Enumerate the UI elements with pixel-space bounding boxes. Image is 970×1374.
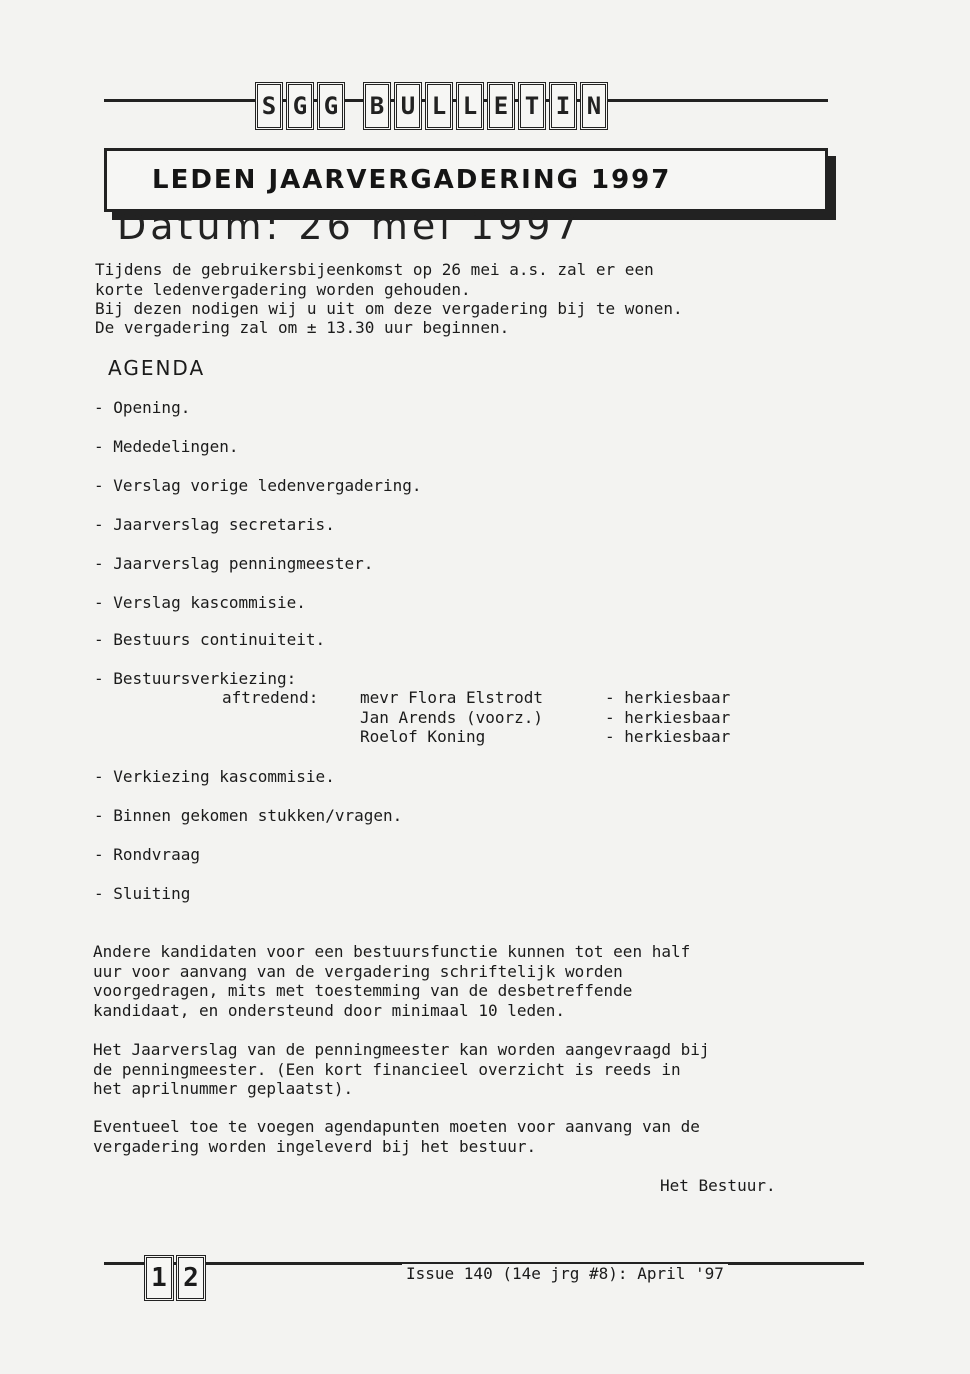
agenda-item: - Sluiting — [94, 884, 191, 903]
candidate-status: - herkiesbaar — [605, 708, 731, 727]
agenda-item: - Verkiezing kascommisie. — [94, 767, 335, 786]
page-number — [144, 1255, 206, 1301]
agenda-item: - Binnen gekomen stukken/vragen. — [94, 806, 403, 825]
intro-line: Bij dezen nodigen wij u uit om deze vergadering bij te wonen. — [95, 299, 683, 318]
issue-info: Issue 140 (14e jrg #8): April '97 — [402, 1264, 728, 1283]
article-title-box — [104, 148, 828, 212]
sgg-bulletin-logo — [255, 82, 608, 130]
agenda-item: - Rondvraag — [94, 845, 200, 864]
agenda-item: - Bestuursverkiezing: — [94, 669, 297, 688]
agenda-item: - Mededelingen. — [94, 437, 239, 456]
paragraph-line: kandidaat, en ondersteund door minimaal 10 leden. — [93, 1000, 566, 1020]
paragraph-line: Andere kandidaten voor een bestuursfunctie kunnen tot een half — [93, 942, 691, 961]
logo-letter: L — [456, 82, 484, 130]
paragraph-agendapunten — [93, 1117, 835, 1156]
candidate-name: Jan Arends (voorz.) — [360, 708, 544, 727]
logo-letter: I — [549, 82, 577, 130]
logo-letter: N — [580, 82, 608, 130]
agenda-heading: AGENDA — [108, 356, 206, 380]
signature: Het Bestuur. — [660, 1176, 776, 1195]
paragraph-line: Het Jaarverslag van de penningmeester kan worden aangevraagd bij — [93, 1040, 710, 1059]
agenda-item: - Jaarverslag secretaris. — [94, 515, 335, 534]
aftredend-label: aftredend: — [222, 688, 319, 707]
agenda-item: - Bestuurs continuiteit. — [94, 630, 326, 649]
paragraph-line: voorgedragen, mits met toestemming van de desbetreffende — [93, 981, 633, 1000]
agenda-item: - Opening. — [94, 398, 191, 417]
logo-letter: T — [518, 82, 546, 130]
agenda-item: - Jaarverslag penningmeester. — [94, 554, 374, 573]
paragraph-jaarverslag — [93, 1040, 835, 1099]
logo-letter: S — [255, 82, 283, 130]
intro-line: Tijdens de gebruikersbijeenkomst op 26 mei a.s. zal er een — [95, 260, 654, 279]
logo-letter: L — [425, 82, 453, 130]
candidate-status: - herkiesbaar — [605, 727, 731, 746]
candidate-name: Roelof Koning — [360, 727, 486, 746]
paragraph-line: het aprilnummer geplaatst). — [93, 1079, 354, 1098]
paragraph-line: vergadering worden ingeleverd bij het bestuur. — [93, 1136, 537, 1156]
meeting-date: Datum: 26 mei 1997 — [117, 205, 583, 247]
agenda-item: - Verslag vorige ledenvergadering. — [94, 476, 422, 495]
page-digit: 1 — [144, 1255, 174, 1301]
logo-letter: G — [286, 82, 314, 130]
intro-line: De vergadering zal om ± 13.30 uur beginnen. — [95, 318, 510, 337]
agenda-item: - Verslag kascommisie. — [94, 593, 306, 612]
logo-letter: E — [487, 82, 515, 130]
logo-letter: B — [363, 82, 391, 130]
paragraph-candidates — [93, 942, 835, 1020]
intro-line: korte ledenvergadering worden gehouden. — [95, 280, 471, 299]
page-digit: 2 — [176, 1255, 206, 1301]
logo-letter: G — [317, 82, 345, 130]
paragraph-line: de penningmeester. (Een kort financieel overzicht is reeds in — [93, 1059, 681, 1079]
paragraph-line: uur voor aanvang van de vergadering schriftelijk worden — [93, 961, 623, 981]
candidate-name: mevr Flora Elstrodt — [360, 688, 544, 707]
paragraph-line: Eventueel toe te voegen agendapunten moeten voor aanvang van de — [93, 1117, 700, 1136]
article-title: LEDEN JAARVERGADERING 1997 — [152, 165, 672, 195]
logo-letter: U — [394, 82, 422, 130]
candidate-status: - herkiesbaar — [605, 688, 731, 707]
